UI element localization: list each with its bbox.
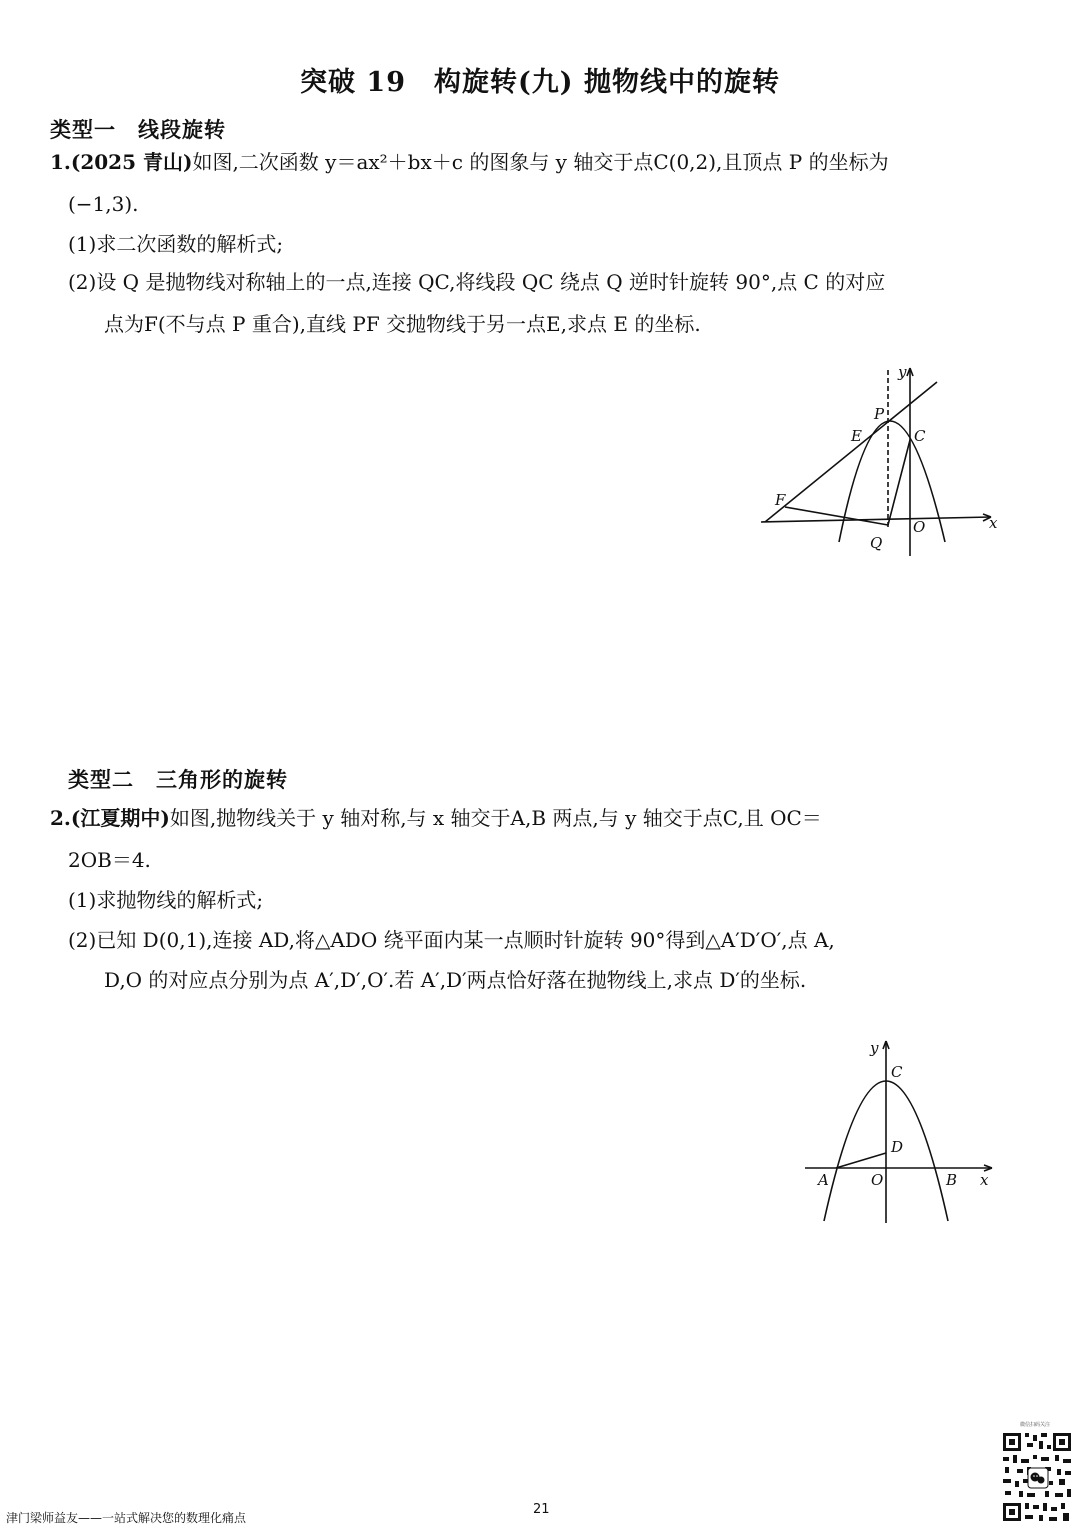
problem-2-part-2-line-2: D,O 的对应点分别为点 A′,D′,O′.若 A′,D′两点恰好落在抛物线上,求点 D′的坐标.	[104, 968, 807, 992]
figure-1-parabola-rotation	[755, 360, 1005, 560]
problem-2-part-1: (1)求抛物线的解析式;	[68, 888, 264, 912]
problem-2-text-line-2: 2OB＝4.	[68, 848, 151, 872]
page-title: 突破 19 构旋转(九) 抛物线中的旋转	[300, 67, 780, 98]
figure-1-label-f: F	[775, 491, 786, 509]
footer-slogan: 津门梁师益友——一站式解决您的数理化痛点	[6, 1511, 247, 1525]
qr-center-logo-icon	[1028, 1468, 1048, 1488]
figure-2-label-d: D	[891, 1138, 904, 1156]
section-heading-type-1: 类型一 线段旋转	[50, 117, 226, 142]
problem-2-part-2-line-1: (2)已知 D(0,1),连接 AD,将△ADO 绕平面内某一点顺时针旋转 90°得到△A′D′O′,点 A,	[68, 928, 835, 952]
figure-2-segment-ad	[836, 1153, 886, 1168]
figure-2-symmetric-parabola	[800, 1035, 1000, 1225]
figure-1-x-axis	[761, 517, 991, 522]
problem-2-statement-line-1	[50, 804, 822, 832]
figure-2-label-a: A	[818, 1171, 829, 1189]
problem-1-statement-line-1	[50, 148, 889, 176]
page-number: 21	[533, 1502, 550, 1517]
figure-1-line-pf	[765, 382, 937, 522]
problem-1-number: 1.	[50, 150, 71, 174]
figure-2-label-y: y	[870, 1039, 879, 1057]
problem-2-number: 2.	[50, 806, 71, 830]
problem-1-part-2-line-1: (2)设 Q 是抛物线对称轴上的一点,连接 QC,将线段 QC 绕点 Q 逆时针旋转 90°,点 C 的对应	[68, 270, 886, 294]
section-heading-type-2: 类型二 三角形的旋转	[68, 767, 288, 792]
figure-2-label-x: x	[980, 1171, 989, 1189]
problem-1-text-line-1: 如图,二次函数 y＝ax²＋bx＋c 的图象与 y 轴交于点C(0,2),且顶点 P 的坐标为	[192, 150, 889, 174]
figure-1-label-x: x	[989, 514, 998, 532]
problem-2-source: (江夏期中)	[70, 806, 170, 830]
problem-1-source: (2025 青山)	[70, 150, 193, 174]
figure-1-label-y: y	[898, 363, 907, 381]
figure-2-label-b: B	[946, 1171, 958, 1189]
figure-1-segment-qf	[785, 507, 888, 525]
figure-2-label-c: C	[891, 1063, 903, 1081]
problem-1-part-2-line-2: 点为F(不与点 P 重合),直线 PF 交抛物线于另一点E,求点 E 的坐标.	[104, 312, 701, 336]
problem-2-text-line-1: 如图,抛物线关于 y 轴对称,与 x 轴交于A,B 两点,与 y 轴交于点C,且 OC＝	[169, 806, 822, 830]
qr-code-icon[interactable]	[1000, 1430, 1074, 1524]
figure-1-label-p: P	[874, 405, 885, 423]
figure-1-label-e: E	[851, 427, 862, 445]
figure-1-segment-qc	[888, 440, 910, 525]
figure-1-label-c: C	[914, 427, 926, 445]
problem-1-part-1: (1)求二次函数的解析式;	[68, 232, 284, 256]
problem-1-text-line-2: (−1,3).	[68, 192, 139, 216]
figure-1-label-q: Q	[870, 534, 883, 552]
qr-caption: 微信扫码关注	[1020, 1422, 1051, 1428]
figure-1-label-o: O	[913, 518, 926, 536]
figure-2-label-o: O	[871, 1171, 884, 1189]
